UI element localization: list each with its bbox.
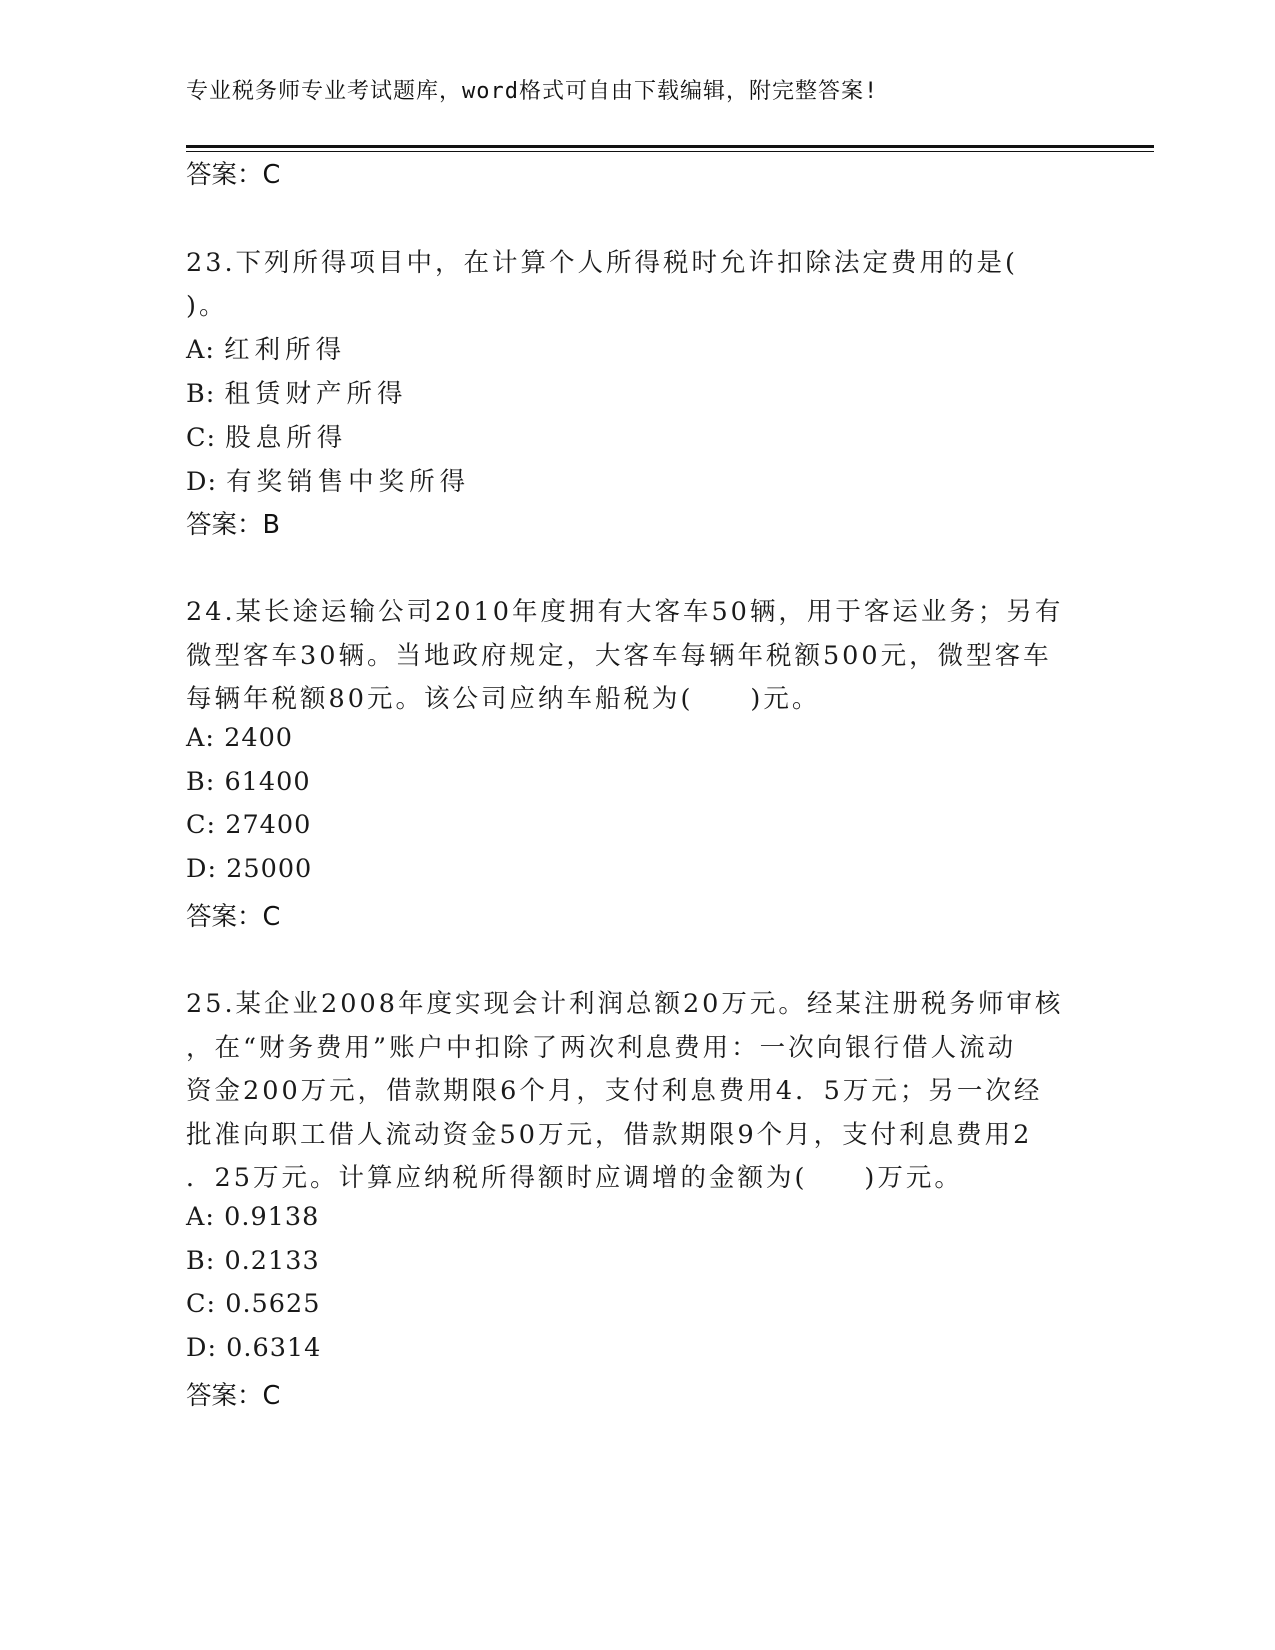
option-text: 25000 [226, 854, 313, 884]
option-key: B: [186, 767, 216, 797]
option-text: 0.6314 [226, 1333, 322, 1363]
answer-label: 答案： [186, 160, 263, 190]
answer-value: C [262, 902, 281, 932]
question-23-option-b [186, 374, 407, 410]
option-key: A: [186, 335, 216, 365]
option-text: 27400 [225, 810, 312, 840]
option-key: D: [186, 1333, 218, 1363]
option-key: D: [186, 854, 218, 884]
option-text: 股息所得 [225, 423, 348, 453]
answer-value: B [262, 510, 281, 540]
option-text: 0.9138 [224, 1202, 320, 1232]
question-25-answer [186, 1376, 280, 1412]
question-25-option-a [186, 1202, 319, 1232]
option-text: 61400 [224, 767, 311, 797]
option-text: 2400 [224, 723, 294, 753]
option-text: 红利所得 [224, 335, 347, 365]
question-25-line-2: ，在“财务费用”账户中扣除了两次利息费用：一次向银行借人流动 [186, 1033, 1017, 1063]
answer-label: 答案： [186, 1381, 263, 1411]
question-24-answer [186, 897, 280, 933]
option-key: A: [186, 723, 216, 753]
question-23-line-2: )。 [186, 291, 228, 321]
question-25-option-c [186, 1289, 320, 1319]
option-key: A: [186, 1202, 216, 1232]
question-24-option-b [186, 767, 311, 797]
option-text: 0.2133 [224, 1246, 320, 1276]
question-23-answer [186, 505, 280, 541]
question-24-option-d [186, 854, 312, 884]
answer-label: 答案： [186, 510, 263, 540]
option-key: C: [186, 1289, 217, 1319]
question-24-line-2: 微型客车30辆。当地政府规定，大客车每辆年税额500元，微型客车 [186, 641, 1052, 671]
option-key: D: [186, 467, 218, 497]
answer-value: C [262, 160, 281, 190]
question-25-line-5: ．25万元。计算应纳税所得额时应调增的金额为( )万元。 [186, 1163, 963, 1193]
header-rule-thin [186, 151, 1154, 152]
question-25-option-b [186, 1246, 320, 1276]
question-24-line-1: 24.某长途运输公司2010年度拥有大客车50辆，用于客运业务；另有 [186, 597, 1064, 627]
option-key: C: [186, 810, 217, 840]
question-25-line-3: 资金200万元，借款期限6个月，支付利息费用4．5万元；另一次经 [186, 1076, 1043, 1106]
question-25-line-4: 批准向职工借人流动资金50万元，借款期限9个月，支付利息费用2 [186, 1120, 1033, 1150]
option-key: B: [186, 379, 216, 409]
answer-value: C [262, 1381, 281, 1411]
question-25-line-1: 25.某企业2008年度实现会计利润总额20万元。经某注册税务师审核 [186, 989, 1064, 1019]
question-23-option-a [186, 330, 346, 366]
question-23-line-1: 23.下列所得项目中，在计算个人所得税时允许扣除法定费用的是( [186, 248, 1019, 278]
option-text: 有奖销售中奖所得 [226, 467, 471, 497]
answer-line-prev [186, 155, 280, 191]
option-text: 租赁财产所得 [224, 379, 408, 409]
page-header: 专业税务师专业考试题库，word格式可自由下载编辑，附完整答案! [186, 79, 879, 104]
option-text: 0.5625 [225, 1289, 321, 1319]
option-key: B: [186, 1246, 216, 1276]
question-23-option-c [186, 418, 347, 454]
answer-label: 答案： [186, 902, 263, 932]
header-rule-thick [186, 145, 1154, 148]
question-25-option-d [186, 1333, 321, 1363]
question-24-line-3: 每辆年税额80元。该公司应纳车船税为( )元。 [186, 684, 821, 714]
question-23-option-d [186, 462, 470, 498]
question-24-option-a [186, 723, 293, 753]
question-24-option-c [186, 810, 311, 840]
option-key: C: [186, 423, 217, 453]
